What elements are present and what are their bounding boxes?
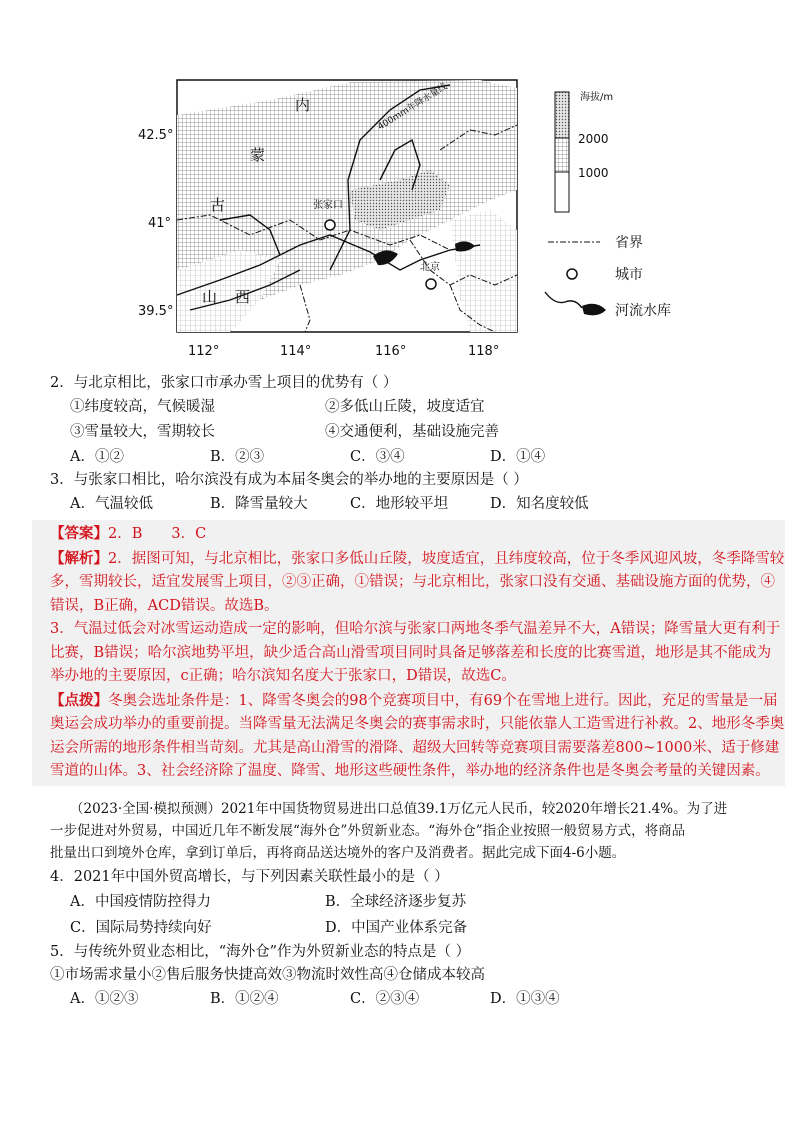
legend-city-icon bbox=[567, 269, 577, 279]
q2-option-d[interactable]: D．①④ bbox=[490, 449, 546, 465]
q5-items: ①市场需求量小②售后服务快捷高效③物流时效性高④仓储成本较高 bbox=[50, 966, 485, 983]
legend-province-boundary: 省界 bbox=[615, 235, 643, 251]
q4-options bbox=[50, 889, 762, 915]
tip-paragraph bbox=[50, 689, 785, 784]
q5-option-c[interactable]: C．②③④ bbox=[350, 990, 420, 1007]
material-line: 一步促进对外贸易，中国近几年不断发展“海外仓”外贸新业态。“海外仓”指企业按照一般贸易方式，将商品 bbox=[50, 822, 686, 839]
q2-option-c[interactable]: C．③④ bbox=[350, 449, 405, 465]
q5-option-a[interactable]: A．①②③ bbox=[70, 990, 139, 1007]
region-label: 山 bbox=[202, 288, 218, 306]
q2-item: ③雪量较大，雪期较长 bbox=[70, 424, 215, 440]
q2-item: ②多低山丘陵，坡度适宜 bbox=[325, 399, 485, 415]
map-legend bbox=[545, 90, 671, 319]
analysis-tag: 【解析】 bbox=[50, 549, 108, 567]
topographic-map bbox=[138, 70, 750, 370]
analysis-text: 2．据图可知，与北京相比，张家口多低山丘陵，坡度适宜，且纬度较高，位于冬季风迎风坡，冬季降雪较多，雪期较长，适宜发展雪上项目，②③正确，①错误；与北京相比，张家口没有交通、基础设施方面的优势，④错误，B正确，ACD错误。故选B。 bbox=[50, 550, 785, 614]
q2-option-b[interactable]: B．②③ bbox=[210, 449, 265, 465]
legend-river-reservoir: 河流水库 bbox=[615, 303, 671, 319]
q4-option-d[interactable]: D．中国产业体系完备 bbox=[325, 919, 468, 936]
latitude-label: 39.5° bbox=[138, 304, 174, 319]
longitude-label: 114° bbox=[280, 344, 312, 359]
analysis-paragraph-2: 3．气温过低会对冰雪运动造成一定的影响，但哈尔滨与张家口两地冬季气温差异不大，A错误；降雪量大更有利于比赛，B错误；哈尔滨地势平坦，缺少适合高山滑雪项目同时具备足够落差和长度的比赛雪道，地形是其不能成为举办地的主要原因，c正确；哈尔滨知名度大于张家口，D错误，故选C。 bbox=[50, 621, 781, 684]
q2-stem: 2．与北京相比，张家口市承办雪上项目的优势有（ ） bbox=[50, 375, 398, 391]
q3-option-b[interactable]: B．降雪量较大 bbox=[210, 496, 308, 512]
city-icon bbox=[325, 220, 335, 230]
tip-text: 冬奥会选址条件是：1、降雪冬奥会的98个竞赛项目中，有69个在雪地上进行。因此，充足的雪量是一届奥运会成功举办的重要前提。当降雪量无法满足冬奥会的赛事需求时，只能依靠人工造雪进行补救。2、地形冬季奥运会所需的地形条件相当苛刻。尤其是高山滑雪的滑降、超级大回转等竞赛项目需要落差800~1000米、适于修建雪道的山体。3、社会经济除了温度、降雪、地形这些硬性条件，举办地的经济条件也是冬奥会考量的关键因素。 bbox=[50, 692, 785, 779]
q4-option-c[interactable]: C．国际局势持续向好 bbox=[70, 919, 212, 936]
longitude-label: 118° bbox=[468, 344, 500, 359]
answer-text: 2．B 3．C bbox=[108, 526, 207, 542]
longitude-label: 112° bbox=[188, 344, 220, 359]
legend-elevation-value: 1000 bbox=[578, 166, 609, 180]
answer-tag: 【答案】 bbox=[50, 525, 108, 542]
q2-items bbox=[70, 420, 762, 445]
material-line: （2023·全国·模拟预测）2021年中国货物贸易进出口总值39.1万亿元人民币，较2020年增长21.4%。为了进 bbox=[70, 800, 728, 817]
city-label: 张家口 bbox=[313, 200, 343, 211]
q3-options bbox=[50, 492, 762, 516]
city-icon bbox=[426, 279, 436, 289]
q4-options bbox=[50, 915, 762, 941]
legend-elevation-value: 2000 bbox=[578, 132, 609, 146]
q3-stem: 3．与张家口相比，哈尔滨没有成为本届冬奥会的举办地的主要原因是（ ） bbox=[50, 472, 528, 488]
q4-stem: 4．2021年中国外贸高增长，与下列因素关联性最小的是（ ） bbox=[50, 868, 449, 885]
tip-tag: 【点拨】 bbox=[50, 691, 108, 709]
q2-item: ①纬度较高，气候暖湿 bbox=[70, 399, 215, 415]
q3-option-d[interactable]: D．知名度较低 bbox=[490, 496, 589, 512]
answer-block bbox=[32, 520, 785, 786]
q3-option-a[interactable]: A．气温较低 bbox=[70, 496, 153, 512]
isohyet-label: 400mm年降水量线 bbox=[376, 81, 450, 133]
q5-option-b[interactable]: B．①②④ bbox=[210, 990, 279, 1007]
analysis-paragraph bbox=[50, 547, 785, 619]
question-content bbox=[50, 372, 785, 1011]
q5-stem: 5．与传统外贸业态相比，“海外仓”作为外贸新业态的特点是（ ） bbox=[50, 943, 471, 960]
region-label: 古 bbox=[210, 196, 226, 214]
q2-option-a[interactable]: A．①② bbox=[70, 449, 124, 465]
q2-items bbox=[50, 395, 762, 420]
legend-reservoir-icon bbox=[582, 304, 606, 316]
latitude-label: 42.5° bbox=[138, 128, 174, 143]
legend-elevation-title: 海拔/m bbox=[580, 92, 614, 103]
longitude-label: 116° bbox=[375, 344, 407, 359]
material-line: 批量出口到境外仓库，拿到订单后，再将商品送达境外的客户及消费者。据此完成下面4-6小题。 bbox=[50, 844, 626, 861]
region-label: 蒙 bbox=[250, 146, 266, 164]
q5-options bbox=[50, 987, 762, 1011]
city-label: 北京 bbox=[420, 262, 440, 273]
q4-option-b[interactable]: B．全球经济逐步复苏 bbox=[325, 893, 467, 910]
region-label: 内 bbox=[295, 96, 311, 114]
latitude-label: 41° bbox=[148, 216, 172, 231]
legend-city: 城市 bbox=[615, 267, 643, 283]
q3-option-c[interactable]: C．地形较平坦 bbox=[350, 496, 449, 512]
answer-line bbox=[50, 522, 785, 547]
material-paragraph bbox=[50, 798, 762, 864]
q2-options bbox=[50, 445, 762, 469]
q4-option-a[interactable]: A．中国疫情防控得力 bbox=[70, 893, 211, 910]
region-label: 西 bbox=[235, 288, 251, 306]
q5-option-d[interactable]: D．①③④ bbox=[490, 990, 560, 1007]
q2-item: ④交通便利，基础设施完善 bbox=[325, 424, 499, 440]
